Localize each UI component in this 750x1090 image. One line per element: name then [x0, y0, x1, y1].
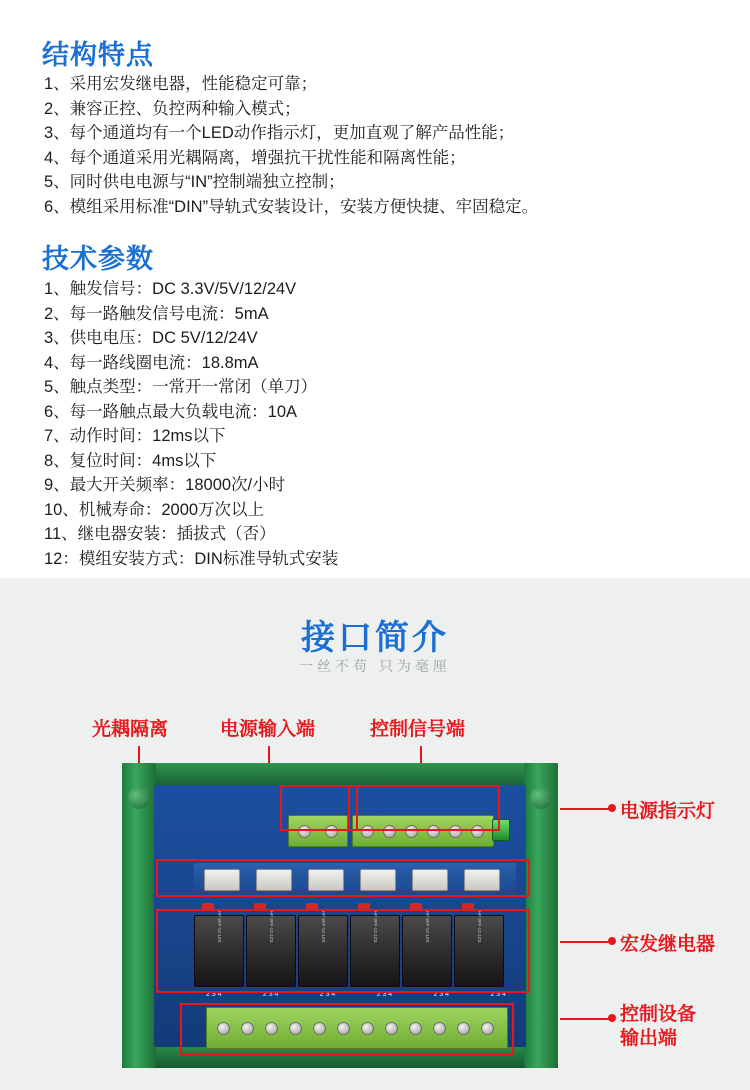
- relay-label: HF 3FF-12-1ZS: [477, 911, 482, 943]
- parameters-list: [44, 277, 714, 571]
- product-photo: [120, 763, 560, 1068]
- leader-line-power-led: [556, 808, 614, 810]
- list-item: 2、兼容正控、负控两种输入模式；: [44, 99, 301, 118]
- relay-label: HF 3FF-12-1ZS: [425, 911, 430, 943]
- list-item: 6、模组采用标准“DIN”导轨式安装设计，安装方便快捷、牢固稳定。: [44, 197, 539, 216]
- list-item: 4、每个通道采用光耦隔离，增强抗干扰性能和隔离性能；: [44, 148, 466, 167]
- relay-label: HF 3FF-12-1ZS: [217, 911, 222, 943]
- interface-subheading: 一丝不苟 只为毫厘: [299, 658, 451, 674]
- list-item: 2、每一路触发信号电流：5mA: [44, 304, 269, 323]
- leader-dot-power-led: [608, 804, 616, 812]
- relay-label: HF 3FF-12-1ZS: [269, 911, 274, 943]
- features-list: [44, 72, 714, 219]
- highlight-output-terminal: [180, 1003, 514, 1055]
- silkscreen-group: 2 3 4: [206, 991, 222, 998]
- callout-relay: 宏发继电器: [620, 934, 716, 955]
- list-item: 7、动作时间：12ms以下: [44, 427, 226, 445]
- housing-left: [122, 763, 156, 1068]
- highlight-power-input: [280, 785, 358, 831]
- list-item: 3、每个通道均有一个LED动作指示灯，更加直观了解产品性能；: [44, 124, 515, 142]
- callout-output-line1: 控制设备: [620, 1004, 697, 1025]
- list-item: 4、每一路线圈电流：18.8mA: [44, 353, 259, 372]
- callout-power-input: 电源输入端: [220, 719, 316, 740]
- callout-opto-isolation: 光耦隔离: [92, 719, 169, 740]
- leader-dot-relay: [608, 937, 616, 945]
- highlight-relays: [156, 909, 530, 993]
- list-item: 1、采用宏发继电器，性能稳定可靠；: [44, 75, 318, 93]
- silkscreen-group: 2 3 4: [433, 991, 450, 998]
- relay-label: HF 3FF-12-1ZS: [373, 911, 378, 943]
- interface-section: [0, 578, 750, 1090]
- list-item: 5、同时供电电源与“IN”控制端独立控制；: [44, 173, 345, 191]
- silkscreen-group: 2 3 4: [376, 991, 393, 998]
- list-item: 12：模组安装方式：DIN标准导轨式安装: [44, 549, 339, 568]
- list-item: 3、供电电压：DC 5V/12/24V: [44, 329, 258, 347]
- leader-line-relay: [556, 941, 614, 943]
- silkscreen-group: 2 3 4: [490, 991, 506, 998]
- silkscreen-group: 2 3 4: [319, 991, 336, 998]
- list-item: 9、最大开关频率：18000次/小时: [44, 476, 286, 494]
- list-item: 1、触发信号：DC 3.3V/5V/12/24V: [44, 280, 297, 298]
- relay-label: HF 3FF-12-1ZS: [321, 911, 326, 943]
- features-heading: 结构特点: [42, 40, 154, 70]
- silkscreen-group: 2 3 4: [262, 991, 279, 998]
- list-item: 5、触点类型：一常开一常闭（单刀）: [44, 378, 318, 396]
- parameters-heading: 技术参数: [42, 244, 154, 274]
- interface-heading: 接口简介: [301, 619, 449, 657]
- callout-output-terminal: [620, 1003, 696, 1051]
- list-item: 8、复位时间：4ms以下: [44, 451, 217, 470]
- leader-dot-output: [608, 1014, 616, 1022]
- mount-hole-icon: [128, 787, 150, 809]
- mount-hole-icon: [530, 787, 552, 809]
- leader-line-output: [556, 1018, 614, 1020]
- list-item: 6、每一路触点最大负载电流：10A: [44, 402, 298, 421]
- list-item: 11、继电器安装：插拔式（否）: [44, 525, 276, 543]
- highlight-opto-isolation: [156, 859, 530, 897]
- callout-control-signal: 控制信号端: [370, 719, 466, 740]
- callout-output-line2: 输出端: [620, 1028, 678, 1049]
- list-item: 10、机械寿命：2000万次以上: [44, 500, 265, 519]
- callout-power-led: 电源指示灯: [620, 801, 716, 822]
- highlight-control-signal: [348, 785, 500, 831]
